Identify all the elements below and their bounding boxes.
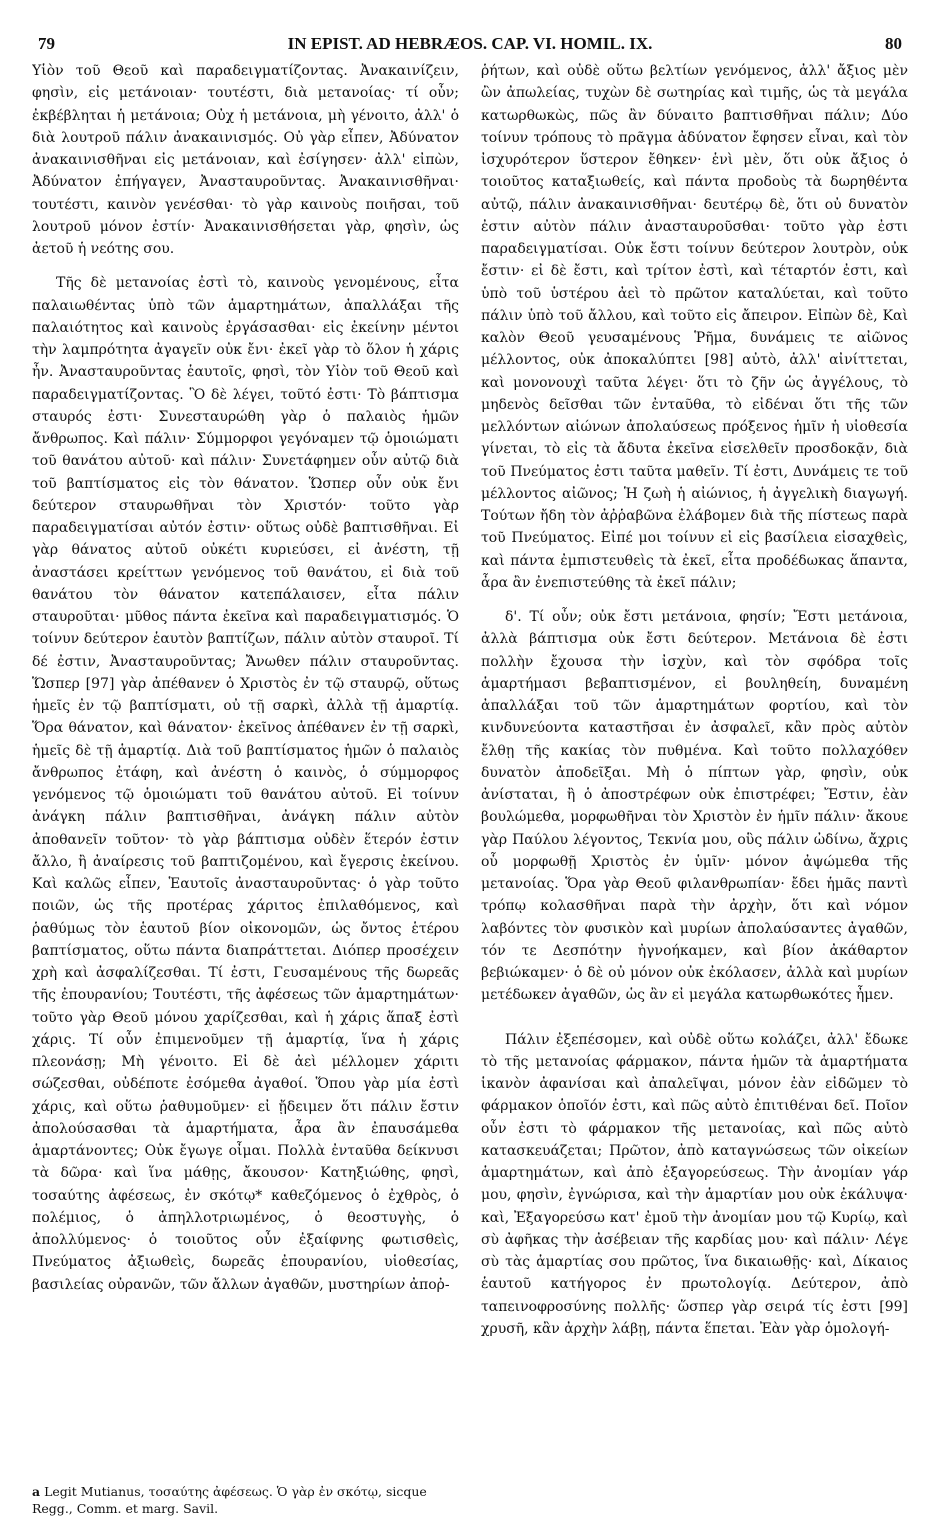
left-paragraph-1: Υἱὸν τοῦ Θεοῦ καὶ παραδειγματίζοντας. Ἀνακαινίζειν, φησὶν, εἰς μετάνοιαν· τουτέστι, διὰ μετανοίας· τί οὖν; ἐκβέβληται ἡ μετάνοια; Οὐχ ἡ μετάνοια, μὴ γένοιτο, ἀλλ' ὁ διὰ λουτροῦ πάλιν ἀνακαινισμός. Οὐ γὰρ εἶπεν, Ἀδύνατον ἀνακαινισθῆναι εἰς μετάνοιαν, καὶ ἐσίγησεν· ἀλλ' εἰπὼν, Ἀδύνατον ἐπήγαγεν, Ἀνασταυροῦντας. Ἀνακαινισθῆναι· τουτέστι, καινὸν γενέσθαι· τὸ γὰρ καινοὺς ποιῆσαι, τοῦ λουτροῦ μόνον ἐστίν· Ἀνακαινισθήσεται γὰρ, φησὶν, ὡς ἀετοῦ ἡ νεότης σου. [32,63,459,257]
left-paragraph-2: Τῆς δὲ μετανοίας ἐστὶ τὸ, καινοὺς γενομένους, εἶτα παλαιωθέντας ὑπὸ τῶν ἁμαρτημάτων, ἀπαλλάξαι τῆς παλαιότητος καὶ καινοὺς ἐργάσασθαι· εἰς ἐκείνην μέντοι τὴν λαμπρότητα ἀγαγεῖν οὐκ ἔνι· ἐκεῖ γὰρ τὸ ὅλον ἡ χάρις ἦν. Ἀνασταυροῦντας ἑαυτοῖς, φησὶ, τὸν Υἱὸν τοῦ Θεοῦ καὶ παραδειγματίζοντας. Ὃ δὲ λέγει, τοῦτό ἐστι· Τὸ βάπτισμα σταυρός ἐστι· Συνεσταυρώθη γὰρ ὁ παλαιὸς ἡμῶν ἄνθρωπος. Καὶ πάλιν· Σύμμορφοι γεγόναμεν τῷ ὁμοιώματι τοῦ θανάτου αὐτοῦ· καὶ πάλιν· Συνετάφημεν οὖν αὐτῷ διὰ τοῦ βαπτίσματος εἰς τὸν θάνατον. Ὥσπερ οὖν οὐκ ἔνι δεύτερον σταυρωθῆναι τὸν Χριστόν· τοῦτο γὰρ παραδειγματίσαι αὐτόν ἐστιν· οὕτως οὐδὲ βαπτισθῆναι. Εἰ γὰρ θάνατος αὐτοῦ οὐκέτι κυριεύσει, εἰ ἀνέστη, τῇ ἀναστάσει κρείττων γενόμενος τοῦ θανάτου, εἰ διὰ τοῦ θανάτου τὸν θάνατον κατεπάλαισεν, εἶτα πάλιν σταυροῦται· μῦθος πάντα ἐκεῖνα καὶ παραδειγματισμός. Ὁ τοίνυν δεύτερον ἑαυτὸν βαπτίζων, πάλιν αὐτὸν σταυροῖ. Τί δέ ἐστιν, Ἀνασταυροῦντας; Ἄνωθεν πάλιν σταυροῦντας. Ὥσπερ [97] γὰρ ἀπέθανεν ὁ Χριστὸς ἐν τῷ σταυρῷ, οὕτως ἡμεῖς ἐν τῷ βαπτίσματι, οὐ τῇ σαρκὶ, ἀλλὰ τῇ ἁμαρτίᾳ. Ὅρα θάνατον, καὶ θάνατον· ἐκεῖνος ἀπέθανεν ἐν τῇ σαρκὶ, ἡμεῖς δὲ τῇ ἁμαρτίᾳ. Διὰ τοῦ βαπτίσματος ἡμῶν ὁ παλαιὸς ἄνθρωπος ἐτάφη, καὶ ἀνέστη ὁ καινὸς, ὁ σύμμορφος γενόμενος τῷ ὁμοιώματι τοῦ θανάτου αὐτοῦ. Εἰ τοίνυν ἀνάγκη πάλιν βαπτισθῆναι, ἀνάγκη πάλιν αὐτὸν ἀποθανεῖν τοῦτον· τὸ γὰρ βάπτισμα οὐδὲν ἕτερόν ἐστιν ἄλλο, ἢ ἀναίρεσις τοῦ βαπτιζομένου, καὶ ἔγερσις ἐκείνου. Καὶ καλῶς εἶπεν, Ἑαυτοῖς ἀνασταυροῦντας· ὁ γὰρ τοῦτο ποιῶν, ὡς τῆς προτέρας χάριτος ἐπιλαθόμενος, καὶ ῥαθύμως τὸν ἑαυτοῦ βίον οἰκονομῶν, ὡς ὄντος ἑτέρου βαπτίσματος, οὕτω πάντα διαπράττεται. Διόπερ προσέχειν χρὴ καὶ ἀσφαλίζεσθαι. Τί ἐστι, Γευσαμένους τῆς δωρεᾶς τῆς ἐπουρανίου; Τουτέστι, τῆς ἀφέσεως τῶν ἁμαρτημάτων· τοῦτο γὰρ Θεοῦ μόνου χαρίζεσθαι, καὶ ἡ χάρις ἅπαξ ἐστὶ χάρις. Τί οὖν ἐπιμενοῦμεν τῇ ἁμαρτίᾳ, ἵνα ἡ χάρις πλεονάσῃ; Μὴ γένοιτο. Εἰ δὲ ἀεὶ μέλλομεν χάριτι σώζεσθαι, οὐδέποτε ἐσόμεθα ἀγαθοί. Ὅπου γὰρ μία ἐστὶ χάρις, καὶ οὕτω ῥαθυμοῦμεν· εἰ ᾔδειμεν ὅτι πάλιν ἔστιν ἀπολούσασθαι τὰ ἁμαρτήματα, ἆρα ἂν ἐπαυσάμεθα ἁμαρτάνοντες; Οὐκ ἔγωγε οἶμαι. Πολλὰ ἐνταῦθα δείκνυσι τὰ δῶρα· καὶ ἵνα μάθῃς, ἄκουσον· Κατηξιώθης, φησὶ, τοσαύτης ἀφέσεως, ἐν σκότῳ* καθεζόμενος ὁ ἐχθρὸς, ὁ πολέμιος, ὁ ἀπηλλοτριωμένος, ὁ θεοστυγὴς, ὁ ἀπολλύμενος· ὁ τοιοῦτος οὖν ἐξαίφνης φωτισθεὶς, Πνεύματος ἀξιωθεὶς, δωρεᾶς ἐπουρανίου, υἱοθεσίας, βασιλείας οὐρανῶν, τῶν ἄλλων ἀγαθῶν, μυστηρίων ἀποῤ- [32,275,459,1293]
right-paragraph-2: δ'. Τί οὖν; οὐκ ἔστι μετάνοια, φησίν; Ἔστι μετάνοια, ἀλλὰ βάπτισμα οὐκ ἔστι δεύτερον. Μετάνοια δὲ ἐστι πολλὴν ἔχουσα τὴν ἰσχὺν, καὶ τὸν σφόδρα τοῖς ἁμαρτήμασι βεβαπτισμένον, εἰ βουληθείη, δυναμένη ἀπαλλάξαι τοῦ τῶν ἁμαρτημάτων φορτίου, καὶ τὸν κινδυνεύοντα καταστῆσαι ἐν ἀσφαλεῖ, κἂν πρὸς αὐτὸν ἔλθῃ τῆς κακίας τὸν πυθμένα. Καὶ τοῦτο πολλαχόθεν δυνατὸν ἀποδεῖξαι. Μὴ ὁ πίπτων γὰρ, φησὶν, οὐκ ἀνίσταται, ἢ ὁ ἀποστρέφων οὐκ ἐπιστρέφει; Ἔστιν, ἐὰν βουλώμεθα, μορφωθῆναι τὸν Χριστὸν ἐν ἡμῖν πάλιν· ἄκουε γὰρ Παύλου λέγοντος, Τεκνία μου, οὓς πάλιν ὠδίνω, ἄχρις οὗ μορφωθῇ Χριστὸς ἐν ὑμῖν· μόνον ἀψώμεθα τῆς μετανοίας. Ὅρα γὰρ Θεοῦ φιλανθρωπίαν· ἔδει ἡμᾶς παντὶ τρόπῳ κολασθῆναι παρὰ τὴν ἀρχὴν, ὅτι καὶ νόμον λαβόντες τὸν φυσικὸν καὶ μυρίων ἀπολαύσαντες ἀγαθῶν, τόν τε Δεσπότην ἠγνοήκαμεν, καὶ βίον ἀκάθαρτον βεβιώκαμεν· ὁ δὲ οὐ μόνον οὐκ ἐκόλασεν, ἀλλὰ καὶ μυρίων μετέδωκεν ἀγαθῶν, ὡς ἂν εἰ μεγάλα κατωρθωκότες ἦμεν. [481,609,908,1004]
right-paragraph-3: Πάλιν ἐξεπέσομεν, καὶ οὐδὲ οὕτω κολάζει, ἀλλ' ἔδωκε τὸ τῆς μετανοίας φάρμακον, πάντα ἡμῶν τὰ ἁμαρτήματα ἱκανὸν ἀφανίσαι καὶ ἀπαλεῖψαι, μόνον ἐὰν εἰδῶμεν τὸ φάρμακον ὁποῖόν ἐστι, καὶ πῶς αὐτὸ ἐπιτιθέναι δεῖ. Ποῖον οὖν ἐστι τὸ φάρμακον τῆς μετανοίας, καὶ πῶς αὐτὸ κατασκευάζεται; Πρῶτον, ἀπὸ καταγνώσεως τῶν οἰκείων ἁμαρτημάτων, καὶ ἀπὸ ἐξαγορεύσεως. Τὴν ἀνομίαν γάρ μου, φησὶν, ἐγνώρισα, καὶ τὴν ἁμαρτίαν μου οὐκ ἐκάλυψα· καὶ, Ἐξαγορεύσω κατ' ἐμοῦ τὴν ἀνομίαν μου τῷ Κυρίῳ, καὶ σὺ ἀφῆκας τὴν ἀσέβειαν τῆς καρδίας μου· καὶ πάλιν· Λέγε σὺ τὰς ἁμαρτίας σου πρῶτος, ἵνα δικαιωθῇς· καὶ, Δίκαιος ἑαυτοῦ κατήγορος ἐν πρωτολογίᾳ. Δεύτερον, ἀπὸ ταπεινοφροσύνης πολλῆς· ὥσπερ γὰρ σειρά τίς ἐστι [99] χρυσῆ, κἂν ἀρχὴν λάβῃ, πάντα ἕπεται. Ἐὰν γὰρ ὁμολογή- [481,1031,908,1337]
running-title: IN EPIST. AD HEBRÆOS. CAP. VI. HOMIL. IX. [287,34,653,53]
page-header [38,34,902,60]
left-column [32,60,459,1475]
footnote-mark: a [32,1484,41,1499]
page-number-right: 80 [885,34,902,53]
page-number-left: 79 [38,34,55,53]
right-column [481,60,908,1520]
right-paragraph-1: ῥήτων, καὶ οὐδὲ οὕτω βελτίων γενόμενος, ἀλλ' ἄξιος μὲν ὢν ἀπωλείας, τυχὼν δὲ σωτηρίας καὶ τιμῆς, ὡς τὰ μεγάλα κατωρθωκὼς, πῶς ἂν δύναιτο βαπτισθῆναι πάλιν; Δύο τοίνυν τρόπους τὸ πρᾶγμα ἀδύνατον ἔφησεν εἶναι, καὶ τὸν ἰσχυρότερον ὕστερον ἔθηκεν· ἑνὶ μὲν, ὅτι οὐκ ἄξιος ὁ τοιοῦτος καταξιωθείς, καὶ πάντα προδοὺς τὰ δωρηθέντα αὐτῷ, πάλιν ἀνακαινισθῆναι· δευτέρῳ δὲ, ὅτι οὐ δυνατὸν ἐστιν αὐτὸν πάλιν ἀνασταυροῦσθαι· τοῦτο γὰρ ἐστι παραδειγματίσαι. Οὐκ ἔστι τοίνυν δεύτερον λουτρὸν, οὐκ ἔστιν· εἰ δὲ ἔστι, καὶ τρίτον ἐστὶ, καὶ τέταρτόν ἐστι, καὶ ὑπὸ τοῦ ὑστέρου ἀεὶ τὸ πρῶτον καταλύεται, καὶ τοῦτο πάλιν ὑπὸ τοῦ ἄλλου, καὶ τοῦτο εἰς ἄπειρον. Εἰπὼν δὲ, Καὶ καλὸν Θεοῦ γευσαμένους Ῥῆμα, δυνάμεις τε αἰῶνος μέλλοντος, οὐκ ἀποκαλύπτει [98] αὐτὸ, ἀλλ' αἰνίττεται, καὶ μονονουχὶ ταῦτα λέγει· ὅτι τὸ ζῆν ὡς ἀγγέλους, τὸ μηδενὸς δεῖσθαι τῶν ἐνταῦθα, τὸ εἰδέναι ὅτι τῆς τῶν μελλόντων αἰώνων ἀπολαύσεως πρόξενος ἡμῖν ἡ υἱοθεσία γίνεται, τὸ εἰς τὰ ἄδυτα ἐκεῖνα εἰσελθεῖν προσδοκᾷν, διὰ τοῦ Πνεύματος ἐστι ταῦτα μαθεῖν. Τί ἐστι, Δυνάμεις τε τοῦ μέλλοντος αἰῶνος; Ἡ ζωὴ ἡ αἰώνιος, ἡ ἀγγελικὴ διαγωγή. Τούτων ἤδη τὸν ἀῤῥαβῶνα ἐλάβομεν διὰ τῆς πίστεως παρὰ τοῦ Πνεύματος. Εἰπέ μοι τοίνυν εἰ εἰς βασίλεια εἰσαχθεὶς, καὶ πάντα ἐμπιστευθεὶς τὰ ἐκεῖ, εἶτα προδέδωκας ἅπαντα, ἆρα ἂν ἐνεπιστεύθης τὰ ἐκεῖ πάλιν; [481,63,908,591]
footnote [32,1483,459,1517]
footnote-text: Legit Mutianus, τοσαύτης ἀφέσεως. Ὁ γὰρ ἐν σκότῳ, sicque Regg., Comm. et marg. Savil. [32,1484,427,1516]
